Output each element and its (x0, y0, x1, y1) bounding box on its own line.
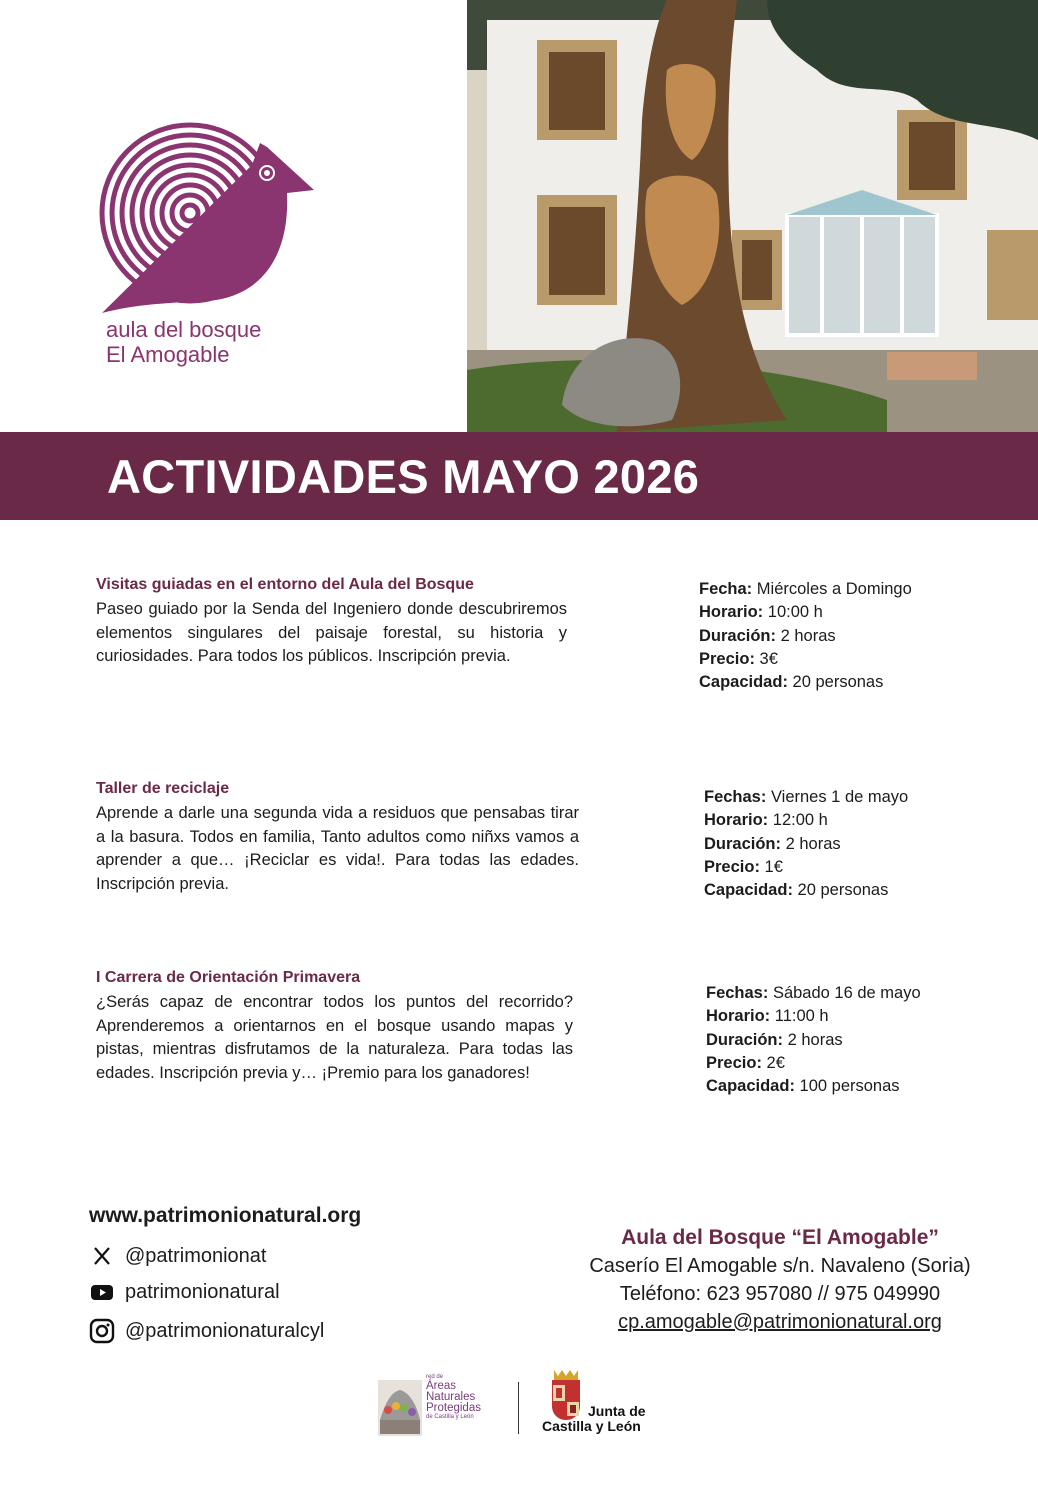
capacity-value: 20 personas (797, 881, 889, 900)
activity-description: Aprende a darle una segunda vida a residuos que pensabas tirar a la basura. Todos en familia, Tanto adultos como niñxs vamos a aprender a que… ¡Reciclar es vida!. Para todas las edades. Inscripción previa. (96, 804, 579, 893)
bird-logo-icon (92, 65, 332, 315)
logo-line-1: aula del bosque (106, 317, 262, 342)
contact-phone: Teléfono: 623 957080 // 975 049990 (619, 1283, 941, 1305)
duration-label: Duración: (704, 834, 782, 853)
date-label: Fecha: (699, 580, 753, 598)
contact-title: Aula del Bosque “El Amogable” (621, 1226, 939, 1249)
activity-1 (96, 576, 567, 669)
page-title: ACTIVIDADES MAYO 2026 (107, 450, 700, 503)
activity-3 (96, 969, 573, 1085)
activity-title: Taller de reciclaje (96, 780, 230, 797)
price-value: 3€ (759, 649, 778, 668)
duration-value: 2 horas (785, 834, 841, 853)
logo-line-2: El Amogable (106, 342, 230, 367)
instagram-handle: @patrimonionaturalcyl (125, 1319, 325, 1342)
social-instagram[interactable] (89, 1318, 324, 1344)
date-value: Sábado 16 de mayo (772, 984, 921, 1002)
website-link[interactable]: www.patrimonionatural.org (89, 1204, 362, 1227)
activity-3-details (706, 982, 921, 1098)
building-photo (467, 0, 1038, 432)
time-label: Horario: (704, 811, 769, 830)
x-icon (89, 1243, 115, 1269)
price-value: 1€ (764, 857, 783, 876)
x-handle: @patrimonionat (125, 1244, 267, 1267)
contact-email-link[interactable]: cp.amogable@patrimonionatural.org (618, 1311, 942, 1333)
anp-line-2: Naturales (426, 1391, 476, 1403)
anp-small-bottom: de Castilla y León (426, 1414, 474, 1420)
activity-2-details (704, 786, 908, 902)
time-value: 12:00 h (772, 811, 828, 830)
date-value: Miércoles a Domingo (756, 580, 912, 598)
junta-line-1: Junta de (588, 1403, 646, 1419)
youtube-handle: patrimonionatural (125, 1280, 280, 1303)
title-banner (0, 432, 1038, 520)
time-value: 10:00 h (767, 603, 823, 622)
social-youtube[interactable] (89, 1279, 280, 1305)
time-label: Horario: (706, 1007, 771, 1026)
junta-line-2: Castilla y León (542, 1418, 641, 1434)
duration-value: 2 horas (787, 1030, 843, 1049)
price-label: Precio: (699, 649, 755, 668)
areas-naturales-text (426, 1374, 481, 1421)
instagram-icon (89, 1318, 115, 1344)
areas-naturales-logo-icon (378, 1380, 422, 1436)
logo-divider (518, 1382, 519, 1434)
activity-description: Paseo guiado por la Senda del Ingeniero donde descubriremos elementos singulares del paisaje forestal, su historia y curiosidades. Para todos los públicos. Inscripción previa. (96, 600, 567, 665)
activity-2 (96, 780, 579, 896)
capacity-label: Capacidad: (699, 673, 788, 692)
anp-small-top: red de (426, 1374, 444, 1380)
capacity-label: Capacidad: (704, 881, 793, 900)
time-label: Horario: (699, 603, 764, 622)
contact-address: Caserío El Amogable s/n. Navaleno (Soria) (589, 1255, 971, 1277)
date-label: Fechas: (704, 788, 767, 806)
youtube-icon (89, 1279, 115, 1305)
junta-text (542, 1404, 646, 1434)
social-x[interactable] (89, 1243, 266, 1269)
capacity-label: Capacidad: (706, 1077, 795, 1096)
price-label: Precio: (704, 857, 760, 876)
date-value: Viernes 1 de mayo (770, 788, 909, 806)
contact-block (560, 1224, 1000, 1336)
duration-label: Duración: (706, 1030, 784, 1049)
activity-title: Visitas guiadas en el entorno del Aula del Bosque (96, 576, 474, 593)
capacity-value: 100 personas (799, 1077, 900, 1096)
date-label: Fechas: (706, 984, 769, 1002)
partner-logos (378, 1368, 678, 1440)
capacity-value: 20 personas (792, 673, 884, 692)
anp-line-1: Áreas (426, 1380, 457, 1392)
activity-title: I Carrera de Orientación Primavera (96, 969, 361, 986)
duration-label: Duración: (699, 626, 777, 645)
aula-del-bosque-logo (92, 65, 402, 385)
price-label: Precio: (706, 1053, 762, 1072)
activity-1-details (699, 578, 912, 694)
time-value: 11:00 h (774, 1007, 829, 1026)
anp-line-3: Protegidas (426, 1402, 481, 1414)
activity-description: ¿Serás capaz de encontrar todos los puntos del recorrido? Aprenderemos a orientarnos en el bosque usando mapas y pistas, mientras disfrutamos de la naturaleza. Para todas las edades. Inscripción previa y… ¡Premio para los ganadores! (96, 993, 573, 1082)
duration-value: 2 horas (780, 626, 836, 645)
price-value: 2€ (766, 1053, 785, 1072)
